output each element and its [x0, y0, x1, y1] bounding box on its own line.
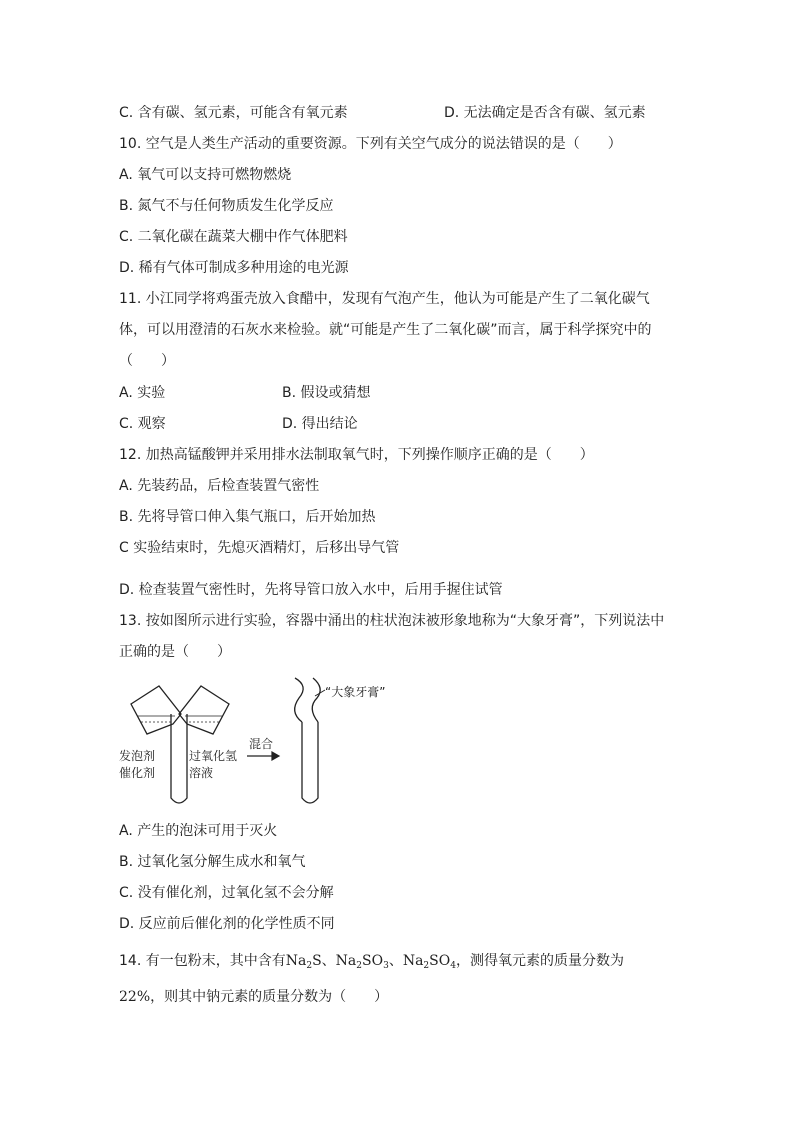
- formula-subscript: 3: [383, 961, 389, 971]
- q13-option-a: A. 产生的泡沫可用于灭火: [119, 823, 278, 839]
- q14-stem-line1: [119, 951, 624, 971]
- q10-option-b: B. 氮气不与任何物质发生化学反应: [119, 198, 334, 214]
- q13-stem-line1: 13. 按如图所示进行实验，容器中涌出的柱状泡沫被形象地称为“大象牙膏”，下列说法中: [119, 613, 665, 629]
- formula-part: SO: [362, 953, 384, 969]
- formula-part: Na: [402, 953, 424, 969]
- q10-option-a: A. 氧气可以支持可燃物燃烧: [119, 167, 292, 183]
- q14-stem-line2-text: ，则其中钠元素的质量分数为（ ）: [150, 989, 389, 1005]
- q10-option-d: D. 稀有气体可制成多种用途的电光源: [119, 260, 349, 276]
- test-tube-after-icon: [295, 678, 321, 803]
- formula-subscript: 2: [423, 961, 430, 971]
- formula-na2s: [286, 953, 322, 969]
- label-hydrogen-peroxide: 过氧化氢: [189, 749, 238, 763]
- label-solution: 溶液: [189, 766, 214, 780]
- q11-stem-line1: 11. 小江同学将鸡蛋壳放入食醋中，发现有气泡产生，他认为可能是产生了二氧化碳气: [119, 291, 650, 307]
- q10-stem: 10. 空气是人类生产活动的重要资源。下列有关空气成分的说法错误的是（ ）: [119, 136, 622, 152]
- formula-subscript: 2: [356, 961, 362, 971]
- q13-option-c: C. 没有催化剂，过氧化氢不会分解: [119, 885, 334, 901]
- formula-part: Na: [285, 953, 307, 969]
- elephant-toothpaste-diagram: [119, 676, 419, 811]
- q12-option-d: D. 检查装置气密性时，先将导管口放入水中，后用手握住试管: [119, 582, 503, 598]
- q14-stem-prefix: 14. 有一包粉末，其中含有: [119, 953, 286, 969]
- q14-percent: 22%: [119, 989, 151, 1005]
- label-catalyst: 催化剂: [119, 766, 156, 780]
- q10-option-c: C. 二氧化碳在蔬菜大棚中作气体肥料: [119, 229, 348, 245]
- label-mix: 混合: [249, 737, 274, 751]
- q12-option-c: C 实验结束时，先熄灭酒精灯，后移出导气管: [119, 540, 400, 556]
- separator: 、: [388, 953, 403, 969]
- arrow-right-icon: [247, 752, 279, 760]
- q12-stem: 12. 加热高锰酸钾并采用排水法制取氧气时，下列操作顺序正确的是（ ）: [119, 447, 594, 463]
- test-tube-before-icon: [171, 714, 187, 803]
- q11-option-d: D. 得出结论: [282, 416, 358, 432]
- q9-option-c: C. 含有碳、氢元素，可能含有氧元素: [119, 105, 348, 121]
- formula-part: S: [312, 953, 322, 969]
- formula-part: SO: [429, 953, 451, 969]
- q11-option-a: A. 实验: [119, 385, 166, 401]
- label-elephant-toothpaste: “大象牙膏”: [325, 685, 386, 699]
- separator: 、: [321, 953, 336, 969]
- formula-subscript: 2: [306, 961, 313, 971]
- q11-stem-line2: 体，可以用澄清的石灰水来检验。就“可能是产生了二氧化碳”而言，属于科学探究中的: [119, 322, 652, 338]
- q13-option-d: D. 反应前后催化剂的化学性质不同: [119, 916, 335, 932]
- formula-part: Na: [335, 953, 357, 969]
- q13-option-b: B. 过氧化氢分解生成水和氧气: [119, 854, 306, 870]
- q14-stem-line2: [119, 987, 388, 1007]
- formula-subscript: 4: [450, 961, 456, 971]
- q11-stem-line3: （ ）: [119, 353, 175, 369]
- q13-stem-line2: 正确的是（ ）: [119, 644, 231, 660]
- formula-na2so3: [336, 953, 389, 969]
- q12-option-a: A. 先装药品，后检查装置气密性: [119, 478, 320, 494]
- label-foaming-agent: 发泡剂: [119, 749, 156, 763]
- q11-option-c: C. 观察: [119, 416, 166, 432]
- left-beaker-icon: [131, 686, 181, 734]
- q12-option-b: B. 先将导管口伸入集气瓶口，后开始加热: [119, 509, 376, 525]
- q14-stem-suffix: ，测得氧元素的质量分数为: [455, 953, 624, 969]
- q9-option-d: D. 无法确定是否含有碳、氢元素: [444, 105, 646, 121]
- formula-na2so4: [403, 953, 456, 969]
- q11-option-b: B. 假设或猜想: [282, 385, 371, 401]
